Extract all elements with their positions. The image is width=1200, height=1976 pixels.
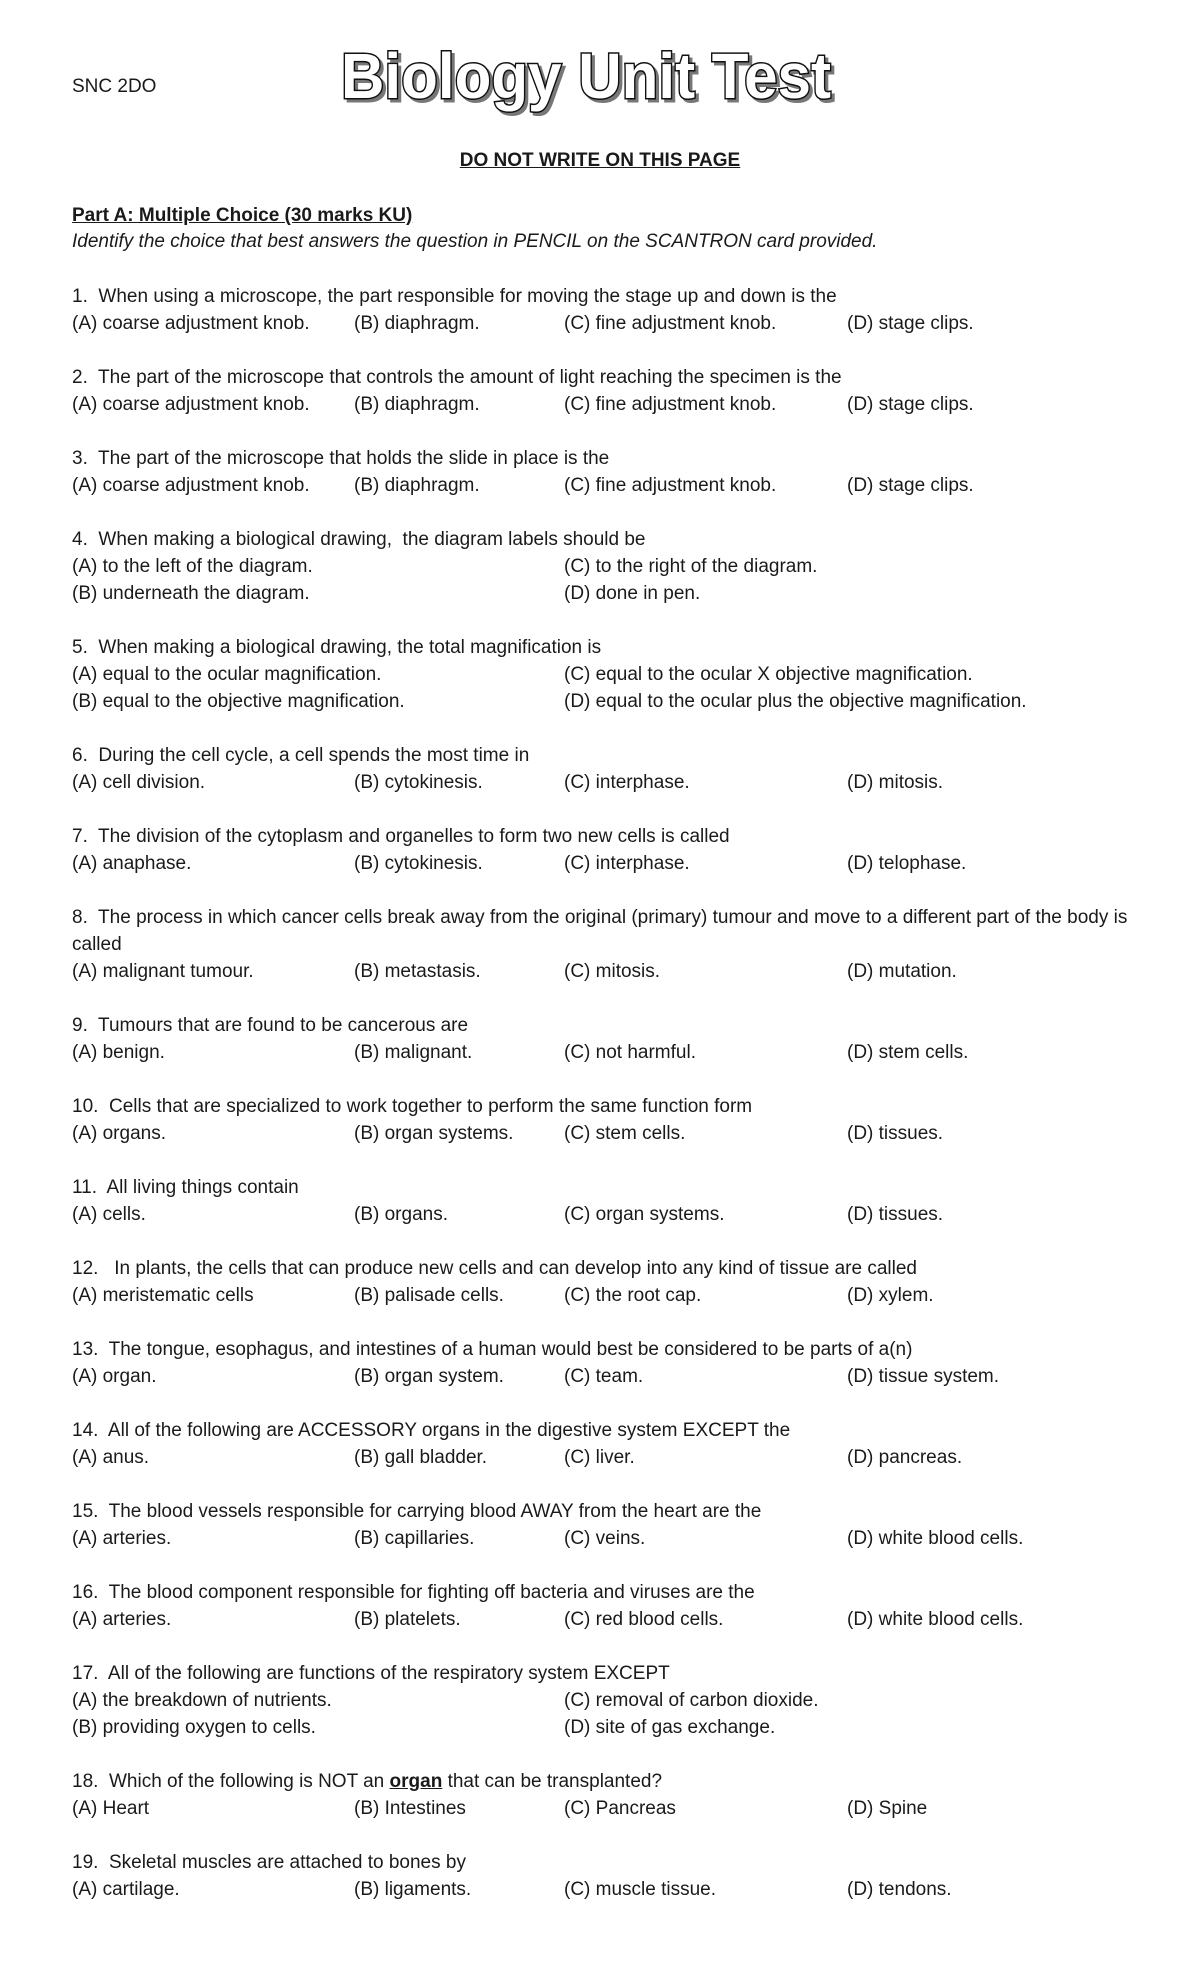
answer-options <box>72 1525 1152 1552</box>
answer-options <box>72 1687 1152 1741</box>
answer-options <box>72 1444 1152 1471</box>
question-stem: 17. All of the following are functions of the respiratory system EXCEPT <box>72 1663 670 1684</box>
option-b: (B) platelets. <box>354 1609 461 1630</box>
option-d: (D) mitosis. <box>847 772 944 793</box>
part-a-instructions: Identify the choice that best answers the question in PENCIL on the SCANTRON card provided. <box>72 231 878 252</box>
option-b: (B) equal to the objective magnification. <box>72 691 405 712</box>
option-c: (C) stem cells. <box>564 1123 686 1144</box>
option-a: (A) organs. <box>72 1123 166 1144</box>
question-10 <box>72 1093 1152 1147</box>
option-c: (C) veins. <box>564 1528 646 1549</box>
question-stem: 2. The part of the microscope that controls the amount of light reaching the specimen is the <box>72 367 842 388</box>
option-c: (C) red blood cells. <box>564 1609 724 1630</box>
stem-text: 18. Which of the following is NOT an <box>72 1771 390 1792</box>
question-stem: 4. When making a biological drawing, the diagram labels should be <box>72 529 646 550</box>
option-a: (A) cartilage. <box>72 1879 180 1900</box>
option-a: (A) Heart <box>72 1798 150 1819</box>
option-d: (D) tissues. <box>847 1204 944 1225</box>
option-c: (C) team. <box>564 1366 644 1387</box>
option-c: (C) liver. <box>564 1447 635 1468</box>
answer-options <box>72 310 1152 337</box>
option-d: (D) white blood cells. <box>847 1609 1024 1630</box>
stem-text: that can be transplanted? <box>442 1771 663 1792</box>
page-title <box>336 36 836 116</box>
question-stem: 14. All of the following are ACCESSORY organs in the digestive system EXCEPT the <box>72 1420 791 1441</box>
option-a: (A) arteries. <box>72 1528 172 1549</box>
question-5 <box>72 634 1152 715</box>
option-d: (D) mutation. <box>847 961 957 982</box>
option-d: (D) white blood cells. <box>847 1528 1024 1549</box>
question-14 <box>72 1417 1152 1471</box>
option-c: (C) fine adjustment knob. <box>564 475 777 496</box>
question-stem: 7. The division of the cytoplasm and organelles to form two new cells is called <box>72 826 730 847</box>
option-a: (A) coarse adjustment knob. <box>72 475 310 496</box>
option-c: (C) muscle tissue. <box>564 1879 717 1900</box>
option-d: (D) site of gas exchange. <box>564 1717 776 1738</box>
option-b: (B) providing oxygen to cells. <box>72 1717 316 1738</box>
do-not-write-notice: DO NOT WRITE ON THIS PAGE <box>459 150 741 171</box>
answer-options <box>72 850 1152 877</box>
option-b: (B) cytokinesis. <box>354 772 483 793</box>
question-9 <box>72 1012 1152 1066</box>
option-d: (D) tissues. <box>847 1123 944 1144</box>
option-b: (B) palisade cells. <box>354 1285 504 1306</box>
option-c: (C) organ systems. <box>564 1204 725 1225</box>
option-a: (A) cells. <box>72 1204 146 1225</box>
option-d: (D) stem cells. <box>847 1042 969 1063</box>
answer-options <box>72 1039 1152 1066</box>
option-a: (A) cell division. <box>72 772 206 793</box>
answer-options <box>72 1606 1152 1633</box>
option-d: (D) telophase. <box>847 853 967 874</box>
option-b: (B) malignant. <box>354 1042 473 1063</box>
option-c: (C) not harmful. <box>564 1042 696 1063</box>
option-a: (A) organ. <box>72 1366 157 1387</box>
option-b: (B) Intestines <box>354 1798 466 1819</box>
question-16 <box>72 1579 1152 1633</box>
option-d: (D) done in pen. <box>564 583 701 604</box>
question-19 <box>72 1849 1152 1903</box>
option-b: (B) diaphragm. <box>354 313 480 334</box>
option-b: (B) organ system. <box>354 1366 504 1387</box>
option-b: (B) metastasis. <box>354 961 481 982</box>
option-b: (B) capillaries. <box>354 1528 475 1549</box>
option-c: (C) to the right of the diagram. <box>564 556 818 577</box>
question-stem: 10. Cells that are specialized to work together to perform the same function form <box>72 1096 753 1117</box>
question-stem: 3. The part of the microscope that holds the slide in place is the <box>72 448 610 469</box>
option-c: (C) interphase. <box>564 772 690 793</box>
question-stem: 16. The blood component responsible for fighting off bacteria and viruses are the <box>72 1582 755 1603</box>
option-b: (B) ligaments. <box>354 1879 472 1900</box>
option-c: (C) fine adjustment knob. <box>564 394 777 415</box>
question-stem <box>72 1768 1152 1795</box>
option-a: (A) equal to the ocular magnification. <box>72 664 382 685</box>
option-a: (A) coarse adjustment knob. <box>72 313 310 334</box>
option-b: (B) cytokinesis. <box>354 853 483 874</box>
option-a: (A) coarse adjustment knob. <box>72 394 310 415</box>
answer-options <box>72 1120 1152 1147</box>
option-b: (B) diaphragm. <box>354 394 480 415</box>
answer-options <box>72 1876 1152 1903</box>
question-stem: 15. The blood vessels responsible for carrying blood AWAY from the heart are the <box>72 1501 762 1522</box>
course-code: SNC 2DO <box>72 76 157 97</box>
answer-options <box>72 1201 1152 1228</box>
question-15 <box>72 1498 1152 1552</box>
answer-options <box>72 769 1152 796</box>
question-stem: 5. When making a biological drawing, the total magnification is <box>72 637 602 658</box>
option-c: (C) the root cap. <box>564 1285 702 1306</box>
emphasized-word: organ <box>389 1771 443 1792</box>
option-a: (A) anaphase. <box>72 853 192 874</box>
question-6 <box>72 742 1152 796</box>
option-c: (C) Pancreas <box>564 1798 676 1819</box>
option-a: (A) to the left of the diagram. <box>72 556 313 577</box>
option-b: (B) organs. <box>354 1204 448 1225</box>
question-stem: 8. The process in which cancer cells break away from the original (primary) tumour and move to a different part of the body is called <box>72 907 1133 955</box>
option-c: (C) equal to the ocular X objective magnification. <box>564 664 973 685</box>
question-stem: 6. During the cell cycle, a cell spends the most time in <box>72 745 530 766</box>
answer-options <box>72 1795 1152 1822</box>
option-b: (B) organ systems. <box>354 1123 514 1144</box>
answer-options <box>72 391 1152 418</box>
question-8 <box>72 904 1152 985</box>
option-d: (D) tissue system. <box>847 1366 1000 1387</box>
answer-options <box>72 1363 1152 1390</box>
option-c: (C) removal of carbon dioxide. <box>564 1690 819 1711</box>
page-title-text: Biology Unit Test <box>341 40 831 112</box>
question-13 <box>72 1336 1152 1390</box>
option-c: (C) fine adjustment knob. <box>564 313 777 334</box>
question-stem: 9. Tumours that are found to be cancerous are <box>72 1015 469 1036</box>
answer-options <box>72 1282 1152 1309</box>
answer-options <box>72 553 1152 607</box>
question-3 <box>72 445 1152 499</box>
question-stem: 13. The tongue, esophagus, and intestines of a human would best be considered to be parts of a(n) <box>72 1339 913 1360</box>
question-1 <box>72 283 1152 337</box>
question-7 <box>72 823 1152 877</box>
option-d: (D) stage clips. <box>847 475 974 496</box>
question-list <box>72 283 1152 1930</box>
option-c: (C) mitosis. <box>564 961 661 982</box>
question-stem: 12. In plants, the cells that can produce new cells and can develop into any kind of tissue are called <box>72 1258 917 1279</box>
question-4 <box>72 526 1152 607</box>
option-d: (D) stage clips. <box>847 313 974 334</box>
option-d: (D) pancreas. <box>847 1447 963 1468</box>
question-2 <box>72 364 1152 418</box>
question-stem: 1. When using a microscope, the part responsible for moving the stage up and down is the <box>72 286 837 307</box>
option-a: (A) malignant tumour. <box>72 961 254 982</box>
option-a: (A) arteries. <box>72 1609 172 1630</box>
option-a: (A) anus. <box>72 1447 150 1468</box>
question-stem: 11. All living things contain <box>72 1177 299 1198</box>
question-stem: 19. Skeletal muscles are attached to bones by <box>72 1852 466 1873</box>
option-a: (A) the breakdown of nutrients. <box>72 1690 332 1711</box>
part-a-title: Part A: Multiple Choice (30 marks KU) <box>72 205 413 226</box>
question-11 <box>72 1174 1152 1228</box>
answer-options <box>72 958 1152 985</box>
option-d: (D) equal to the ocular plus the objective magnification. <box>564 691 1027 712</box>
option-b: (B) underneath the diagram. <box>72 583 310 604</box>
option-d: (D) xylem. <box>847 1285 934 1306</box>
option-c: (C) interphase. <box>564 853 690 874</box>
question-18 <box>72 1768 1152 1822</box>
question-12 <box>72 1255 1152 1309</box>
question-17 <box>72 1660 1152 1741</box>
option-a: (A) meristematic cells <box>72 1285 254 1306</box>
option-d: (D) tendons. <box>847 1879 952 1900</box>
answer-options <box>72 472 1152 499</box>
option-d: (D) Spine <box>847 1798 928 1819</box>
option-b: (B) gall bladder. <box>354 1447 488 1468</box>
option-d: (D) stage clips. <box>847 394 974 415</box>
answer-options <box>72 661 1152 715</box>
option-b: (B) diaphragm. <box>354 475 480 496</box>
option-a: (A) benign. <box>72 1042 165 1063</box>
